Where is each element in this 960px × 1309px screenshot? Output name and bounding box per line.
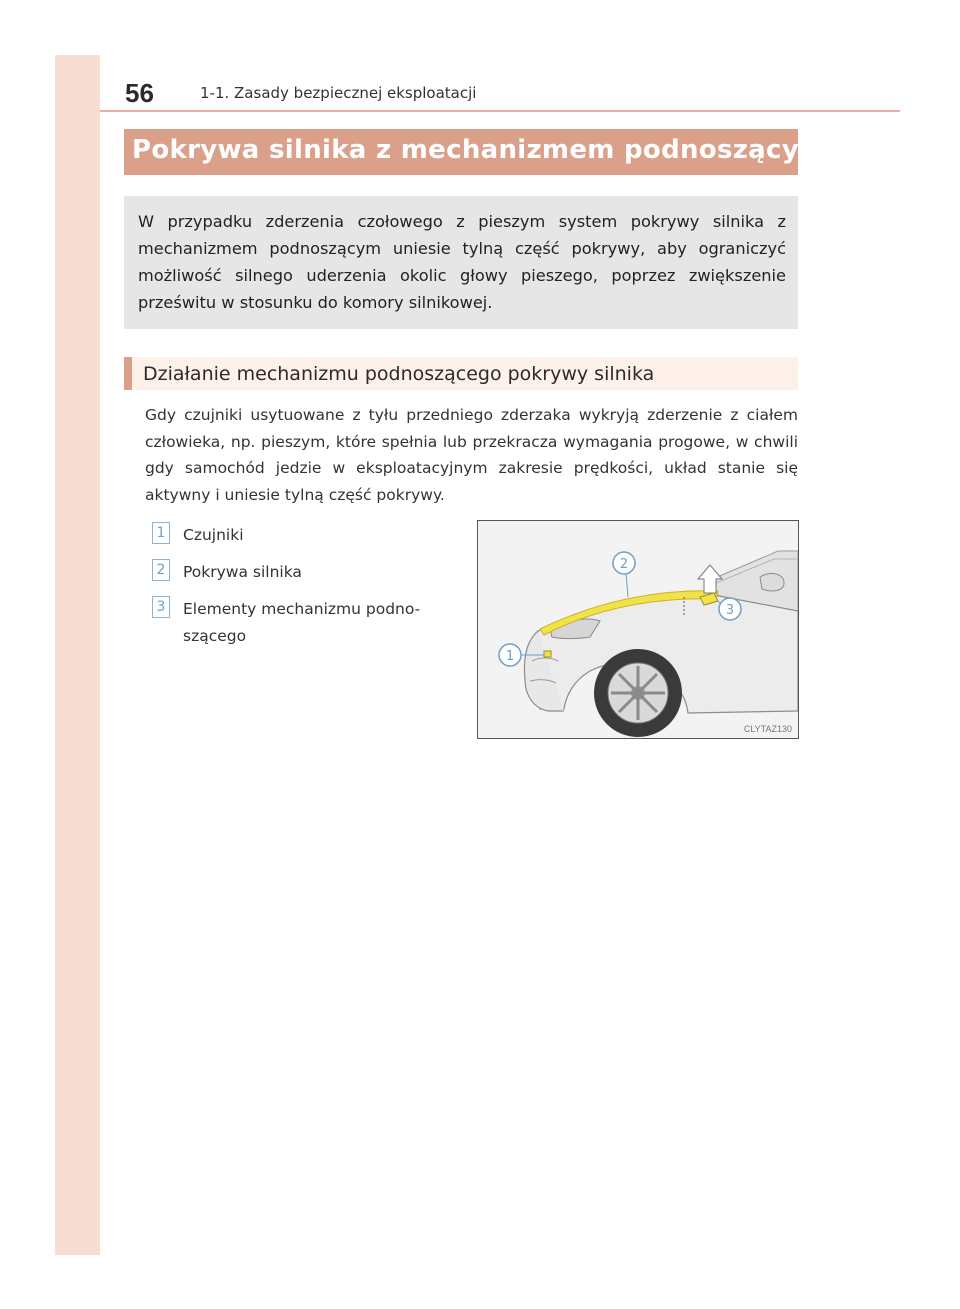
legend-number: 3 [152,596,170,618]
figure-code: CLYTAZ130 [743,724,792,734]
subsection-heading [124,357,798,390]
page-title: Pokrywa silnika z mechanizmem podnoszącym [132,135,827,165]
header-rule [100,110,900,112]
page-number: 56 [125,78,154,108]
car-hood-illustration [477,520,799,739]
section-title-bar [124,129,827,175]
chapter-title: 1-1. Zasady bezpiecznej eksploatacji [200,84,477,102]
legend-label: Pokrywa silnika [183,563,302,581]
intro-box [124,196,798,329]
body-paragraph: Gdy czujniki usytuowane z tyłu przedniego zderzaka wykryją zderzenie z ciałem człowieka, np. pieszym, które spełnia lub przekracza wymagania progowe, w chwili gdy samochód jedzie w eksploatacyjnym zakresie prędkości, układ stanie się aktywny i uniesie tylną część pokrywy. [145,406,798,504]
car-front-drawing [478,521,798,738]
legend-label: Czujniki [183,526,244,544]
legend-number: 2 [152,559,170,581]
callout-2-label: 2 [619,557,629,572]
callout-1-label: 1 [505,649,515,664]
legend-label: Elementy mechanizmu podno-szącego [183,600,421,645]
intro-text: W przypadku zderzenia czołowego z pieszym system pokrywy silnika z mechanizmem podnoszącym uniesie tylną część pokrywy, aby ograniczyć możliwość silnego uderzenia okolic głowy pieszego, poprzez zwiększenie prześwitu w stosunku do komory silnikowej. [138,212,786,312]
side-margin-band [55,55,100,1255]
heading-accent [124,357,132,390]
subsection-heading-text: Działanie mechanizmu podnoszącego pokrywy silnika [143,363,655,385]
legend-number: 1 [152,522,170,544]
callout-3-label: 3 [725,603,735,618]
